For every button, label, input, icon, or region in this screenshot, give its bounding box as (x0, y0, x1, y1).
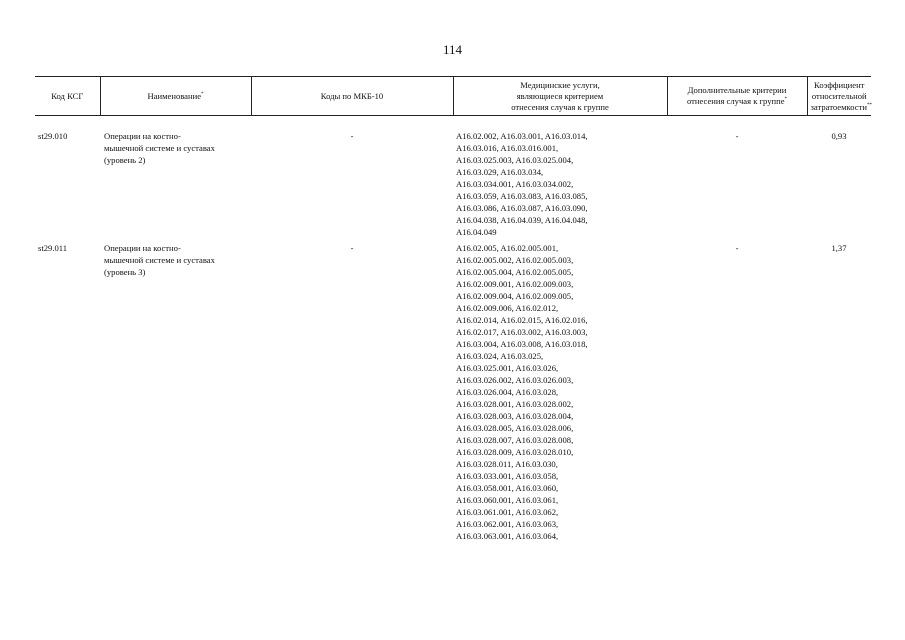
col-header-coefficient: Коэффициент относительной затратоемкости** (807, 77, 871, 116)
ksg-code: st29.010 (38, 131, 68, 141)
col-header-services: Медицинские услуги, являющиеся критерием отнесения случая к группе (453, 77, 667, 116)
page-number: 114 (442, 42, 463, 57)
mkb-codes: - (350, 243, 354, 253)
extra-criteria: - (735, 131, 739, 141)
coefficient: 1,37 (831, 243, 847, 253)
col-header-extra-criteria: Дополнительные критерии отнесения случая к группе* (667, 77, 807, 116)
table-row (35, 130, 871, 238)
ksg-name: Операции на костно- мышечной системе и суставах (уровень 2) (104, 131, 215, 165)
mkb-codes: - (350, 131, 354, 141)
medical-services: A16.02.002, A16.03.001, A16.03.014, A16.03.016, A16.03.016.001, A16.03.025.003, A16.03.025.004, A16.03.029, A16.03.034, A16.03.034.001, A16.03.034.002, A16.03.059, A16.03.083, A16.03.085, A16.03.086, A16.03.087, A16.03.090, A16.04.038, A16.04.039, A16.04.048, A16.04.049 (456, 131, 588, 237)
table-row (35, 242, 871, 542)
medical-services: A16.02.005, A16.02.005.001, A16.02.005.002, A16.02.005.003, A16.02.005.004, A16.02.005.005, A16.02.009.001, A16.02.009.003, A16.02.009.004, A16.02.009.005, A16.02.009.006, A16.02.012, A16.02.014, A16.02.015, A16.02.016, A16.02.017, A16.03.002, A16.03.003, A16.03.004, A16.03.008, A16.03.018, A16.03.024, A16.03.025, A16.03.025.001, A16.03.026, A16.03.026.002, A16.03.026.003, A16.03.026.004, A16.03.028, A16.03.028.001, A16.03.028.002, A16.03.028.003, A16.03.028.004, A16.03.028.005, A16.03.028.006, A16.03.028.007, A16.03.028.008, A16.03.028.009, A16.03.028.010, A16.03.028.011, A16.03.030, A16.03.033.001, A16.03.058, A16.03.058.001, A16.03.060, A16.03.060.001, A16.03.061, A16.03.061.001, A16.03.062, A16.03.062.001, A16.03.063, A16.03.063.001, A16.03.064, (456, 243, 588, 541)
ksg-code: st29.011 (38, 243, 68, 253)
extra-criteria: - (735, 243, 739, 253)
col-header-code: Код КСГ (35, 77, 100, 116)
ksg-name: Операции на костно- мышечной системе и суставах (уровень 3) (104, 243, 215, 277)
ksg-table (35, 76, 871, 542)
coefficient: 0,93 (831, 131, 847, 141)
col-header-mkb: Коды по МКБ-10 (251, 77, 453, 116)
table-header-row (35, 77, 871, 116)
col-header-name: Наименование* (100, 77, 251, 116)
